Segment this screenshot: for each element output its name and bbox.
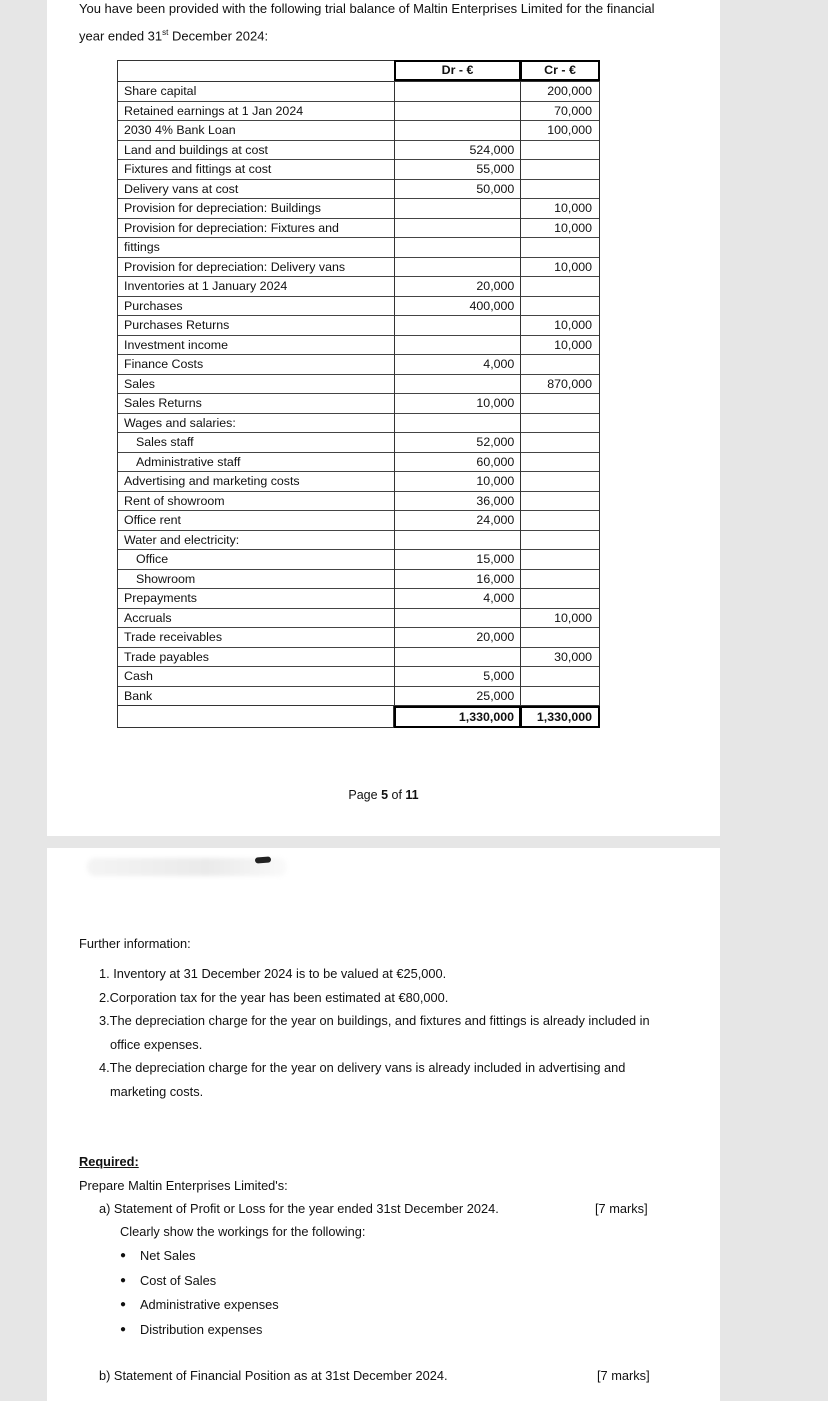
debit-amount [394, 238, 519, 257]
debit-amount: 10,000 [476, 396, 515, 410]
table-row [118, 160, 599, 180]
page-number-prefix: Page [348, 788, 382, 802]
credit-amount [519, 180, 599, 199]
credit-amount: 200,000 [547, 84, 592, 98]
debit-amount: 4,000 [483, 591, 515, 605]
intro-text [79, 0, 699, 48]
table-row [118, 219, 599, 239]
account-name: Purchases [124, 298, 183, 313]
workings-bullet [120, 1244, 279, 1268]
credit-amount: 10,000 [554, 318, 592, 332]
table-row [118, 628, 599, 648]
intro-line-2 [79, 21, 699, 48]
part-a-question: a) Statement of Profit or Loss for the year ended 31st December 2024. [99, 1201, 499, 1216]
table-row [118, 570, 599, 590]
prepare-text: Prepare Maltin Enterprises Limited's: [79, 1178, 288, 1193]
workings-bullet [120, 1268, 279, 1292]
account-name: Office [136, 552, 169, 566]
required-heading: Required: [79, 1154, 139, 1169]
table-totals-row [117, 706, 600, 728]
table-row [118, 589, 599, 609]
debit-amount: 4,000 [483, 357, 515, 371]
credit-amount: 10,000 [554, 201, 592, 215]
debit-amount: 20,000 [476, 279, 515, 293]
debit-amount: 50,000 [476, 181, 515, 196]
debit-amount: 60,000 [476, 454, 515, 469]
bullet-text: Cost of Sales [140, 1272, 217, 1288]
table-row [118, 238, 599, 258]
credit-amount: 70,000 [554, 103, 592, 118]
table-header [117, 60, 600, 81]
part-a-instructions: Clearly show the workings for the following: [120, 1224, 366, 1239]
debit-amount [394, 336, 519, 355]
credit-amount: 10,000 [554, 220, 592, 235]
bullet-icon: ● [120, 1250, 127, 1262]
table-row [118, 667, 599, 687]
table-row [118, 121, 599, 141]
header-spacer [117, 60, 394, 81]
credit-amount [519, 238, 599, 257]
debit-amount: 24,000 [476, 513, 515, 527]
page-number-of: of [388, 788, 406, 802]
table-row [118, 531, 599, 551]
account-name: Rent of showroom [124, 493, 225, 508]
intro-superscript: st [162, 28, 169, 37]
credit-column-divider [520, 81, 521, 706]
credit-amount [519, 433, 599, 452]
credit-total: 1,330,000 [520, 706, 600, 728]
account-name: Administrative staff [136, 454, 241, 469]
table-row [118, 472, 599, 492]
table-row [118, 433, 599, 453]
credit-amount [519, 453, 599, 472]
debit-amount [394, 316, 519, 335]
account-name: Investment income [124, 337, 228, 352]
table-row [118, 316, 599, 336]
credit-amount [519, 277, 599, 296]
debit-amount [394, 609, 519, 628]
credit-amount [519, 414, 599, 433]
debit-amount [394, 648, 519, 667]
table-body [117, 81, 600, 706]
table-row [118, 511, 599, 531]
account-name: Water and electricity: [124, 532, 240, 547]
item-line: 3.The depreciation charge for the year on buildings, and fixtures and fittings is already included in [99, 1013, 650, 1028]
part-b-marks: [7 marks] [597, 1368, 650, 1383]
credit-amount [519, 472, 599, 491]
part-b-question: b) Statement of Financial Position as at 31st December 2024. [99, 1368, 448, 1383]
account-name: Delivery vans at cost [124, 181, 239, 196]
table-row [118, 687, 599, 706]
credit-amount [519, 687, 599, 706]
account-name: Fixtures and fittings at cost [124, 162, 272, 176]
table-row [118, 550, 599, 570]
credit-amount: 100,000 [547, 123, 592, 137]
account-name: Share capital [124, 84, 197, 98]
page-number-total: 11 [405, 788, 419, 802]
account-name: Sales staff [136, 435, 194, 449]
credit-amount [519, 570, 599, 589]
debit-total: 1,330,000 [394, 706, 520, 728]
debit-amount [394, 375, 519, 394]
further-information-heading: Further information: [79, 936, 191, 951]
bullet-icon: ● [120, 1323, 127, 1335]
credit-amount [519, 589, 599, 608]
further-information-list [99, 962, 694, 1103]
credit-amount: 10,000 [554, 610, 592, 625]
table-row [118, 199, 599, 219]
debit-amount [394, 531, 519, 550]
account-name: fittings [124, 240, 160, 254]
item-line: 4.The depreciation charge for the year on delivery vans is already included in advertising and [99, 1060, 626, 1075]
table-row [118, 336, 599, 356]
table-row [118, 102, 599, 122]
part-a-marks: [7 marks] [595, 1201, 648, 1216]
debit-amount: 524,000 [469, 142, 515, 157]
item-line: 1. Inventory at 31 December 2024 is to be valued at €25,000. [99, 966, 447, 981]
further-information-item [99, 1056, 694, 1103]
table-row [118, 609, 599, 629]
credit-amount: 10,000 [554, 259, 592, 274]
table-row [118, 355, 599, 375]
page-number-current: 5 [381, 788, 389, 802]
credit-amount [519, 511, 599, 530]
account-name: Bank [124, 688, 153, 703]
account-name: Showroom [136, 571, 196, 586]
credit-amount: 870,000 [547, 376, 592, 391]
intro-line-1: You have been provided with the following trial balance of Maltin Enterprises Limited for the financial [79, 1, 655, 16]
totals-spacer [117, 706, 394, 728]
account-name: 2030 4% Bank Loan [124, 123, 236, 137]
trial-balance-table [117, 60, 600, 728]
debit-amount [394, 121, 519, 140]
table-row [118, 258, 599, 278]
account-name: Provision for depreciation: Delivery vans [124, 259, 346, 274]
credit-amount [519, 628, 599, 647]
account-name: Accruals [124, 610, 172, 625]
blurred-mark [255, 856, 271, 863]
debit-amount: 5,000 [483, 669, 515, 683]
credit-amount: 10,000 [554, 337, 592, 352]
debit-amount: 52,000 [476, 435, 515, 449]
account-name: Wages and salaries: [124, 415, 236, 430]
credit-amount [519, 355, 599, 374]
bullet-text: Administrative expenses [140, 1297, 279, 1313]
account-name: Trade receivables [124, 630, 223, 644]
debit-amount: 20,000 [476, 630, 515, 644]
credit-amount [519, 492, 599, 511]
account-name: Office rent [124, 513, 181, 527]
item-line-continued: office expenses. [110, 1036, 203, 1052]
table-row [118, 492, 599, 512]
account-name: Provision for depreciation: Fixtures and [124, 220, 339, 235]
debit-column-divider [394, 81, 395, 706]
account-name: Finance Costs [124, 357, 204, 371]
account-name: Provision for depreciation: Buildings [124, 201, 321, 215]
table-row [118, 453, 599, 473]
table-row [118, 414, 599, 434]
debit-amount: 400,000 [469, 298, 515, 313]
account-name: Land and buildings at cost [124, 142, 268, 157]
credit-amount [519, 667, 599, 686]
further-information-item [99, 962, 694, 986]
debit-amount [394, 219, 519, 238]
account-name: Inventories at 1 January 2024 [124, 279, 288, 293]
credit-amount [519, 141, 599, 160]
debit-amount [394, 102, 519, 121]
account-name: Cash [124, 669, 153, 683]
debit-amount [394, 258, 519, 277]
debit-amount: 55,000 [476, 162, 515, 176]
account-name: Retained earnings at 1 Jan 2024 [124, 103, 304, 118]
page-5 [47, 0, 720, 836]
item-line: 2.Corporation tax for the year has been estimated at €80,000. [99, 989, 449, 1005]
table-row [118, 648, 599, 668]
credit-amount [519, 531, 599, 550]
table-row [118, 141, 599, 161]
intro-year-text: year ended 31 [79, 28, 163, 44]
intro-date-text: December 2024: [168, 28, 269, 44]
table-row [118, 297, 599, 317]
table-row [118, 277, 599, 297]
debit-amount: 15,000 [476, 552, 515, 566]
bullet-text: Net Sales [140, 1248, 196, 1264]
account-name: Purchases Returns [124, 318, 230, 332]
page-number [47, 788, 720, 802]
debit-amount [394, 414, 519, 433]
table-row [118, 394, 599, 414]
page-6 [47, 848, 720, 1401]
debit-amount [394, 82, 519, 101]
workings-bullet-list [120, 1244, 279, 1342]
bullet-icon: ● [120, 1274, 127, 1286]
debit-amount: 36,000 [476, 493, 515, 508]
debit-header: Dr - € [394, 60, 520, 81]
table-row [118, 180, 599, 200]
debit-amount: 25,000 [476, 688, 515, 703]
credit-amount: 30,000 [554, 649, 592, 664]
bullet-text: Distribution expenses [140, 1321, 263, 1337]
item-line-continued: marketing costs. [110, 1083, 204, 1099]
table-row [118, 375, 599, 395]
credit-amount [519, 160, 599, 179]
further-information-item [99, 986, 694, 1010]
bullet-icon: ● [120, 1299, 127, 1311]
debit-amount: 10,000 [476, 474, 515, 488]
account-name: Prepayments [124, 591, 198, 605]
workings-bullet [120, 1317, 279, 1341]
account-name: Sales Returns [124, 396, 202, 410]
debit-amount [394, 199, 519, 218]
table-row [118, 82, 599, 102]
credit-amount [519, 550, 599, 569]
account-name: Trade payables [124, 649, 209, 664]
credit-amount [519, 394, 599, 413]
account-name: Sales [124, 376, 155, 391]
workings-bullet [120, 1293, 279, 1317]
credit-amount [519, 297, 599, 316]
credit-header: Cr - € [520, 60, 600, 81]
further-information-item [99, 1009, 694, 1056]
account-name: Advertising and marketing costs [124, 474, 300, 488]
debit-amount: 16,000 [476, 571, 515, 586]
